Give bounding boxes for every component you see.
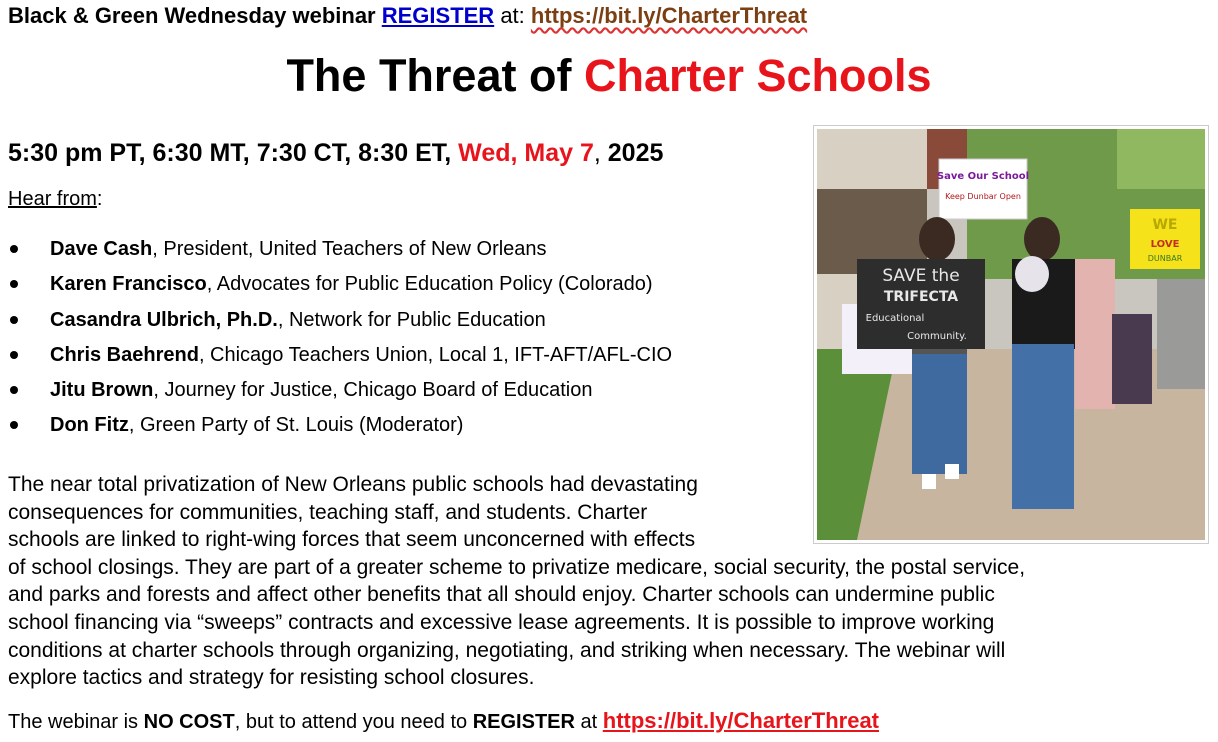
sign-main-line1: SAVE the — [882, 266, 960, 286]
speaker-detail: , President, United Teachers of New Orleans — [152, 238, 547, 260]
title-part1: The Threat of — [286, 50, 584, 101]
title-part2: Charter Schools — [583, 50, 932, 101]
page-title — [0, 50, 1218, 102]
speaker-item — [8, 414, 672, 449]
webinar-header — [8, 3, 807, 29]
registration-footer — [8, 708, 879, 734]
paragraph-line: The near total privatization of New Orleans public schools had devastating — [8, 473, 698, 496]
bullet-icon — [10, 245, 18, 253]
bullet-icon — [10, 421, 18, 429]
speaker-name: Don Fitz — [50, 414, 129, 437]
paragraph-line: conditions at charter schools through organizing, negotiating, and striking when necessary. The webinar will — [8, 638, 1006, 662]
speaker-detail: , Network for Public Education — [277, 308, 546, 331]
paragraph-line: schools are linked to right-wing forces that seem unconcerned with effects — [8, 528, 696, 552]
bullet-icon — [10, 316, 18, 324]
speaker-detail: , Advocates for Public Education Policy (Colorado) — [206, 273, 653, 296]
footer-text2: , but to attend you need to — [234, 711, 473, 733]
speaker-list — [8, 238, 672, 450]
event-datetime — [8, 139, 663, 168]
hear-from-heading — [8, 188, 102, 211]
speaker-item — [8, 344, 672, 379]
sign-main-line4: Community. — [907, 331, 967, 342]
speaker-item — [8, 379, 672, 414]
register-link[interactable]: REGISTER — [381, 3, 495, 28]
footer-text1: The webinar is — [8, 711, 144, 733]
header-at: at: — [494, 3, 531, 28]
speaker-item — [8, 273, 672, 308]
speaker-name: Dave Cash — [50, 238, 153, 260]
header-prefix: Black & Green Wednesday webinar — [8, 3, 382, 28]
hear-from-colon: : — [96, 188, 103, 210]
header-url-link[interactable]: https://bit.ly/CharterThreat — [530, 3, 808, 28]
date-sep: , — [593, 139, 608, 167]
paragraph-line: of school closings. They are part of a greater scheme to privatize medicare, social security, the postal service, — [8, 555, 1026, 579]
sign-yellow-line1: WE — [1152, 217, 1178, 233]
hear-from-label: Hear from — [8, 188, 97, 210]
paragraph-line: school financing via “sweeps” contracts and excessive lease agreements. It is possible to improve working — [8, 610, 995, 634]
paragraph-line: consequences for communities, teaching staff, and students. Charter — [8, 500, 648, 524]
speaker-item — [8, 238, 672, 273]
speaker-detail: , Green Party of St. Louis (Moderator) — [128, 414, 464, 437]
sign-main-line2: TRIFECTA — [883, 289, 959, 305]
description-paragraph — [8, 471, 1025, 692]
sign-yellow-line3: DUNBAR — [1147, 254, 1183, 263]
bullet-icon — [10, 280, 18, 288]
speaker-name: Casandra Ulbrich, Ph.D. — [50, 308, 278, 331]
footer-register: REGISTER — [472, 711, 575, 733]
event-date: Wed, May 7 — [458, 139, 594, 167]
paragraph-line: explore tactics and strategy for resisting school closures. — [8, 666, 535, 690]
speaker-name: Jitu Brown — [50, 379, 154, 402]
sign-top-line2: Keep Dunbar Open — [945, 192, 1021, 201]
footer-no-cost: NO COST — [143, 711, 235, 733]
speaker-detail: , Journey for Justice, Chicago Board of Education — [153, 379, 593, 402]
footer-url-link[interactable]: https://bit.ly/CharterThreat — [602, 708, 880, 733]
event-year: 2025 — [607, 139, 664, 167]
speaker-item — [8, 309, 672, 344]
bullet-icon — [10, 351, 18, 359]
footer-text3: at — [574, 711, 603, 733]
event-times: 5:30 pm PT, 6:30 MT, 7:30 CT, 8:30 ET, — [8, 139, 459, 167]
sign-top-line1: Save Our School — [936, 171, 1030, 182]
paragraph-line: and parks and forests and affect other benefits that all should enjoy. Charter schools can undermine public — [8, 583, 995, 607]
sign-main-line3: Educational — [865, 313, 925, 324]
speaker-name: Chris Baehrend — [50, 343, 199, 366]
sign-yellow-line2: LOVE — [1150, 239, 1180, 250]
bullet-icon — [10, 386, 18, 394]
speaker-detail: , Chicago Teachers Union, Local 1, IFT-AFT/AFL-CIO — [198, 343, 673, 366]
speaker-name: Karen Francisco — [50, 273, 207, 296]
